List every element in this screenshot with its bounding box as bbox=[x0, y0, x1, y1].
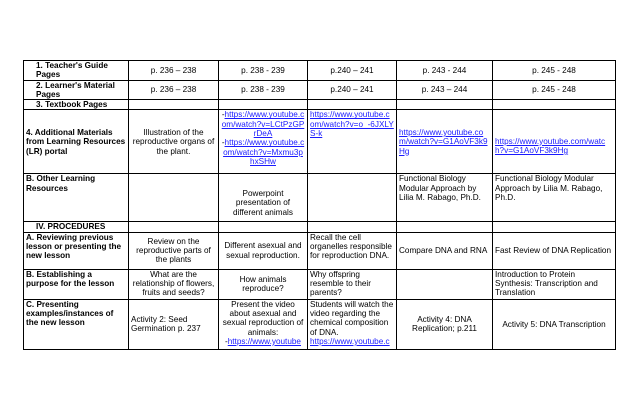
presenting-text: Students will watch the video regarding the chemical composition of DNA. bbox=[310, 299, 394, 337]
table-row-presenting bbox=[24, 299, 616, 349]
cell-day4 bbox=[397, 110, 493, 174]
cell-day1 bbox=[129, 174, 219, 222]
cell-day4 bbox=[397, 269, 493, 299]
cell-day1: Illustration of the reproductive organs of the plant. bbox=[129, 110, 219, 174]
youtube-link[interactable]: https://www.youtube bbox=[227, 336, 301, 346]
cell-day3 bbox=[308, 222, 397, 232]
table-row-purpose bbox=[24, 269, 616, 299]
cell-day1: Review on the reproductive parts of the plants bbox=[129, 232, 219, 269]
cell-day5: Fast Review of DNA Replication bbox=[493, 232, 616, 269]
cell-day3 bbox=[308, 299, 397, 349]
cell-day2 bbox=[219, 100, 308, 110]
cell-day5: Introduction to Protein Synthesis: Transcription and Translation bbox=[493, 269, 616, 299]
cell-day2: p. 238 - 239 bbox=[219, 80, 308, 100]
cell-day4 bbox=[397, 222, 493, 232]
row-label-other-resources: B. Other Learning Resources bbox=[24, 174, 129, 222]
cell-day5: p. 245 - 248 bbox=[493, 61, 616, 81]
youtube-link[interactable]: https://www.youtube.com/watch?v=G1AoVF3k9Hg bbox=[495, 136, 606, 155]
table-row-additional-materials bbox=[24, 110, 616, 174]
row-label-presenting: C. Presenting examples/instances of the new lesson bbox=[24, 299, 129, 349]
cell-day5: Activity 5: DNA Transcription bbox=[493, 299, 616, 349]
cell-day1: p. 236 – 238 bbox=[129, 80, 219, 100]
cell-day2 bbox=[219, 110, 308, 174]
cell-day5 bbox=[493, 100, 616, 110]
lesson-plan-sheet bbox=[23, 60, 615, 347]
cell-day2: How animals reproduce? bbox=[219, 269, 308, 299]
cell-day2: Present the video about asexual and sexual reproduction of animals: -https://www.youtube bbox=[219, 299, 308, 349]
row-label-textbook: 3. Textbook Pages bbox=[24, 100, 129, 110]
cell-day2: Different asexual and sexual reproduction. bbox=[219, 232, 308, 269]
cell-day3 bbox=[308, 100, 397, 110]
cell-day3: p.240 – 241 bbox=[308, 80, 397, 100]
table-row-learners-material bbox=[24, 80, 616, 100]
cell-day2: Powerpoint presentation of different animals bbox=[219, 174, 308, 222]
cell-day4: p. 243 – 244 bbox=[397, 80, 493, 100]
cell-day2: p. 238 - 239 bbox=[219, 61, 308, 81]
cell-day3: Why offspring resemble to their parents? bbox=[308, 269, 397, 299]
row-label-purpose: B. Establishing a purpose for the lesson bbox=[24, 269, 129, 299]
row-label-learners-material: 2. Learner's Material Pages bbox=[24, 80, 129, 100]
table-row-other-resources bbox=[24, 174, 616, 222]
cell-day4: Functional Biology Modular Approach by Lilia M. Rabago, Ph.D. bbox=[397, 174, 493, 222]
cell-day1 bbox=[129, 222, 219, 232]
cell-day1: Activity 2: Seed Germination p. 237 bbox=[129, 299, 219, 349]
cell-day5 bbox=[493, 222, 616, 232]
cell-day1: p. 236 – 238 bbox=[129, 61, 219, 81]
cell-day4: Activity 4: DNA Replication; p.211 bbox=[397, 299, 493, 349]
cell-day4: p. 243 - 244 bbox=[397, 61, 493, 81]
cell-day3 bbox=[308, 174, 397, 222]
row-label-additional-materials: 4. Additional Materials from Learning Resources (LR) portal bbox=[24, 110, 129, 174]
row-label-reviewing: A. Reviewing previous lesson or presenting the new lesson bbox=[24, 232, 129, 269]
lesson-plan-table bbox=[23, 60, 616, 350]
youtube-link[interactable]: https://www.youtube.com/watch?v=o_-6JXLYS-k bbox=[310, 110, 394, 139]
row-label-procedures: IV. PROCEDURES bbox=[24, 222, 129, 232]
youtube-link[interactable]: https://www.youtube.com/watch?v=G1AoVF3k9Hg bbox=[399, 128, 488, 156]
row-label-teachers-guide: 1. Teacher's Guide Pages bbox=[24, 61, 129, 81]
cell-day4: Compare DNA and RNA bbox=[397, 232, 493, 269]
cell-day3: Recall the cell organelles responsible for reproduction DNA. bbox=[308, 232, 397, 269]
youtube-link[interactable]: https://www.youtube.com/watch?v=LCtPzGPrDeA bbox=[221, 110, 305, 139]
cell-day1: What are the relationship of flowers, fruits and seeds? bbox=[129, 269, 219, 299]
presenting-text: Present the video about asexual and sexual reproduction of animals: bbox=[222, 299, 304, 337]
table-row-textbook bbox=[24, 100, 616, 110]
cell-day4 bbox=[397, 100, 493, 110]
table-row-teachers-guide bbox=[24, 61, 616, 81]
youtube-link[interactable]: https://www.youtube.com/watch?v=Mxmu3phxSHw bbox=[223, 138, 305, 166]
cell-day3: p.240 – 241 bbox=[308, 61, 397, 81]
cell-day5: Functional Biology Modular Approach by Lilia M. Rabago, Ph.D. bbox=[493, 174, 616, 222]
cell-day1 bbox=[129, 100, 219, 110]
cell-day5 bbox=[493, 110, 616, 174]
table-row-procedures bbox=[24, 222, 616, 232]
table-row-reviewing bbox=[24, 232, 616, 269]
cell-day3 bbox=[308, 110, 397, 174]
cell-day5: p. 245 - 248 bbox=[493, 80, 616, 100]
youtube-link[interactable]: https://www.youtube.c bbox=[310, 336, 390, 346]
cell-day2 bbox=[219, 222, 308, 232]
